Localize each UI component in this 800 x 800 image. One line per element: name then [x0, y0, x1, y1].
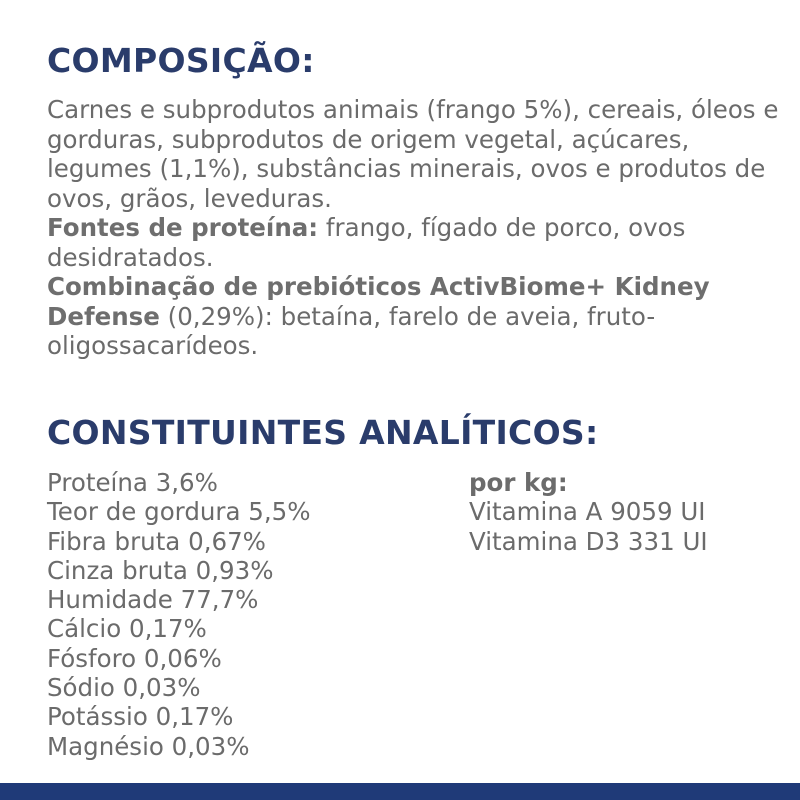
protein-sources-label: Fontes de proteína: [47, 213, 319, 242]
vitamin-item: Vitamina A 9059 UI [469, 497, 706, 527]
vitamin-item: Vitamina D3 331 UI [469, 526, 708, 556]
constituent-item: Fibra bruta 0,67% [47, 526, 266, 556]
prebiotics-text: (0,29%): betaína, farelo de aveia, fruto-oligossacarídeos. [47, 301, 656, 360]
composition-body [47, 95, 787, 361]
constituent-item: Cinza bruta 0,93% [47, 555, 274, 585]
constituent-item: Proteína 3,6% [47, 468, 218, 497]
analytical-constituents-heading: CONSTITUINTES ANALÍTICOS: [47, 413, 599, 452]
ingredients-text: Carnes e subprodutos animais (frango 5%), cereais, óleos e gorduras, subprodutos de origem vegetal, açúcares, legumes (1,1%), substâncias minerais, ovos e produtos de ovos, grãos, leveduras. [47, 95, 779, 213]
analytical-constituents-list [47, 468, 311, 761]
bottom-bar [0, 783, 800, 800]
constituent-item: Cálcio 0,17% [47, 614, 207, 644]
constituent-item: Teor de gordura 5,5% [47, 497, 311, 527]
protein-sources-paragraph [47, 213, 787, 272]
composition-heading: COMPOSIÇÃO: [47, 41, 315, 80]
constituent-item: Potássio 0,17% [47, 702, 234, 732]
ingredients-paragraph [47, 95, 787, 213]
constituent-item: Sódio 0,03% [47, 673, 201, 703]
prebiotics-paragraph [47, 272, 787, 361]
constituent-item: Magnésio 0,03% [47, 731, 250, 761]
per-kg-label: por kg: [469, 468, 568, 497]
vitamins-list [469, 468, 708, 556]
protein-sources-text: frango, fígado de porco, ovos desidratados. [47, 213, 686, 272]
constituent-item: Fósforo 0,06% [47, 643, 222, 673]
prebiotics-label: Combinação de prebióticos ActivBiome+ Kidney Defense [47, 272, 710, 331]
constituent-item: Humidade 77,7% [47, 585, 259, 615]
